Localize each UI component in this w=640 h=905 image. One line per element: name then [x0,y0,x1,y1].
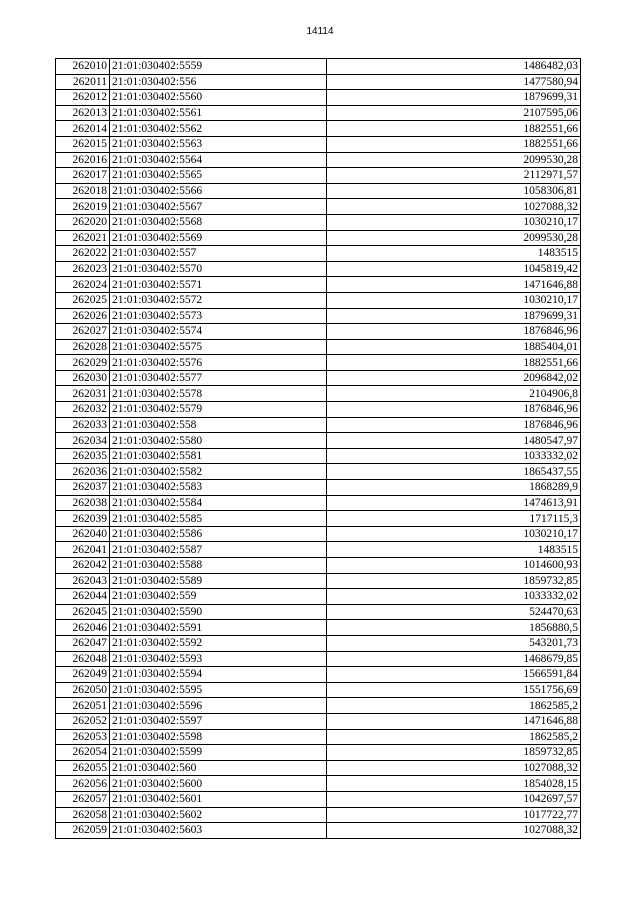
table-row [56,776,581,792]
cadastral-value: 1876846,96 [327,417,581,433]
cadastral-value: 1882551,66 [327,136,581,152]
row-number: 262034 [56,433,110,449]
row-number: 262040 [56,526,110,542]
cadastral-number: 21:01:030402:5584 [110,495,327,511]
cadastral-number: 21:01:030402:5560 [110,90,327,106]
table-row [56,558,581,574]
cadastral-value: 1862585,2 [327,698,581,714]
table-row [56,121,581,137]
cadastral-number: 21:01:030402:5600 [110,776,327,792]
cadastral-value: 1030210,17 [327,214,581,230]
table-row [56,277,581,293]
table-row [56,199,581,215]
cadastral-value: 1551756,69 [327,682,581,698]
cadastral-value: 1042697,57 [327,791,581,807]
row-number: 262038 [56,495,110,511]
table-row [56,604,581,620]
row-number: 262036 [56,464,110,480]
table-row [56,402,581,418]
cadastral-value: 1865437,55 [327,464,581,480]
row-number: 262048 [56,651,110,667]
row-number: 262012 [56,90,110,106]
cadastral-number: 21:01:030402:5579 [110,402,327,418]
cadastral-value: 1027088,32 [327,199,581,215]
row-number: 262010 [56,59,110,75]
cadastral-number: 21:01:030402:5582 [110,464,327,480]
cadastral-number: 21:01:030402:5580 [110,433,327,449]
cadastral-value: 1480547,97 [327,433,581,449]
cadastral-value: 1027088,32 [327,760,581,776]
table-row [56,495,581,511]
cadastral-value: 1027088,32 [327,823,581,839]
row-number: 262056 [56,776,110,792]
table-row [56,74,581,90]
row-number: 262015 [56,136,110,152]
cadastral-value: 2107595,06 [327,105,581,121]
row-number: 262027 [56,324,110,340]
cadastral-value: 2112971,57 [327,168,581,184]
table-row [56,526,581,542]
row-number: 262016 [56,152,110,168]
row-number: 262046 [56,620,110,636]
cadastral-number: 21:01:030402:5577 [110,370,327,386]
table-row [56,480,581,496]
cadastral-value: 1856880,5 [327,620,581,636]
table-row [56,433,581,449]
cadastral-value: 524470,63 [327,604,581,620]
table-row [56,105,581,121]
row-number: 262024 [56,277,110,293]
cadastral-number: 21:01:030402:5593 [110,651,327,667]
table-row [56,791,581,807]
row-number: 262033 [56,417,110,433]
row-number: 262020 [56,214,110,230]
cadastral-value: 1474613,91 [327,495,581,511]
row-number: 262047 [56,635,110,651]
cadastral-value: 1471646,88 [327,713,581,729]
cadastral-value: 1014600,93 [327,558,581,574]
table-row [56,246,581,262]
cadastral-number: 21:01:030402:5581 [110,448,327,464]
cadastral-number: 21:01:030402:5588 [110,558,327,574]
cadastral-number: 21:01:030402:5573 [110,308,327,324]
row-number: 262041 [56,542,110,558]
cadastral-value: 1879699,31 [327,308,581,324]
cadastral-value: 1483515 [327,246,581,262]
row-number: 262031 [56,386,110,402]
cadastral-number: 21:01:030402:5587 [110,542,327,558]
table-row [56,59,581,75]
row-number: 262017 [56,168,110,184]
table-row [56,464,581,480]
row-number: 262018 [56,183,110,199]
table-row [56,745,581,761]
table-row [56,713,581,729]
cadastral-number: 21:01:030402:5572 [110,292,327,308]
row-number: 262011 [56,74,110,90]
row-number: 262044 [56,589,110,605]
row-number: 262039 [56,511,110,527]
cadastral-number: 21:01:030402:5574 [110,324,327,340]
cadastral-number: 21:01:030402:5578 [110,386,327,402]
cadastral-value: 1468679,85 [327,651,581,667]
table-row [56,324,581,340]
table-row [56,261,581,277]
row-number: 262054 [56,745,110,761]
table-row [56,370,581,386]
cadastral-number: 21:01:030402:5601 [110,791,327,807]
cadastral-value: 1882551,66 [327,355,581,371]
cadastral-value: 1033332,02 [327,448,581,464]
cadastral-number: 21:01:030402:5603 [110,823,327,839]
table-row [56,573,581,589]
cadastral-value: 2096842,02 [327,370,581,386]
table-row [56,589,581,605]
page-number: 14114 [306,26,334,37]
table-row [56,292,581,308]
row-number: 262025 [56,292,110,308]
cadastral-value-table [55,58,581,839]
row-number: 262037 [56,480,110,496]
cadastral-number: 21:01:030402:5562 [110,121,327,137]
row-number: 262057 [56,791,110,807]
row-number: 262035 [56,448,110,464]
cadastral-value: 1862585,2 [327,729,581,745]
row-number: 262045 [56,604,110,620]
cadastral-value: 1882551,66 [327,121,581,137]
table-row [56,136,581,152]
cadastral-number: 21:01:030402:5568 [110,214,327,230]
table-row [56,417,581,433]
row-number: 262058 [56,807,110,823]
row-number: 262028 [56,339,110,355]
cadastral-number: 21:01:030402:5570 [110,261,327,277]
cadastral-value: 1566591,84 [327,667,581,683]
table-body [56,59,581,839]
row-number: 262042 [56,558,110,574]
cadastral-value: 1477580,94 [327,74,581,90]
row-number: 262023 [56,261,110,277]
cadastral-number: 21:01:030402:559 [110,589,327,605]
row-number: 262022 [56,246,110,262]
cadastral-number: 21:01:030402:5602 [110,807,327,823]
table-row [56,214,581,230]
table-row [56,511,581,527]
cadastral-number: 21:01:030402:5590 [110,604,327,620]
cadastral-value: 1045819,42 [327,261,581,277]
cadastral-number: 21:01:030402:5567 [110,199,327,215]
cadastral-number: 21:01:030402:5565 [110,168,327,184]
cadastral-number: 21:01:030402:560 [110,760,327,776]
cadastral-number: 21:01:030402:5598 [110,729,327,745]
table-row [56,729,581,745]
row-number: 262059 [56,823,110,839]
row-number: 262030 [56,370,110,386]
cadastral-value: 2099530,28 [327,230,581,246]
row-number: 262055 [56,760,110,776]
row-number: 262021 [56,230,110,246]
cadastral-number: 21:01:030402:5591 [110,620,327,636]
cadastral-number: 21:01:030402:5585 [110,511,327,527]
row-number: 262051 [56,698,110,714]
cadastral-number: 21:01:030402:557 [110,246,327,262]
cadastral-number: 21:01:030402:5586 [110,526,327,542]
row-number: 262052 [56,713,110,729]
cadastral-number: 21:01:030402:5561 [110,105,327,121]
cadastral-number: 21:01:030402:5569 [110,230,327,246]
row-number: 262013 [56,105,110,121]
cadastral-number: 21:01:030402:5563 [110,136,327,152]
table-row [56,651,581,667]
cadastral-value: 1876846,96 [327,324,581,340]
table-row [56,698,581,714]
cadastral-number: 21:01:030402:5594 [110,667,327,683]
cadastral-value: 1030210,17 [327,526,581,542]
cadastral-number: 21:01:030402:5592 [110,635,327,651]
cadastral-number: 21:01:030402:5566 [110,183,327,199]
table-row [56,168,581,184]
cadastral-value: 1854028,15 [327,776,581,792]
cadastral-number: 21:01:030402:5571 [110,277,327,293]
row-number: 262050 [56,682,110,698]
cadastral-number: 21:01:030402:5564 [110,152,327,168]
table-row [56,90,581,106]
cadastral-value: 1717115,3 [327,511,581,527]
row-number: 262014 [56,121,110,137]
cadastral-number: 21:01:030402:5575 [110,339,327,355]
cadastral-value: 1486482,03 [327,59,581,75]
cadastral-value: 1885404,01 [327,339,581,355]
cadastral-number: 21:01:030402:5559 [110,59,327,75]
row-number: 262029 [56,355,110,371]
table-row [56,823,581,839]
cadastral-value: 1033332,02 [327,589,581,605]
cadastral-number: 21:01:030402:5595 [110,682,327,698]
cadastral-value: 1868289,9 [327,480,581,496]
table-row [56,620,581,636]
cadastral-number: 21:01:030402:5583 [110,480,327,496]
table-row [56,448,581,464]
cadastral-value: 1483515 [327,542,581,558]
cadastral-number: 21:01:030402:556 [110,74,327,90]
cadastral-value: 1017722,77 [327,807,581,823]
row-number: 262026 [56,308,110,324]
cadastral-value: 1859732,85 [327,745,581,761]
cadastral-value: 1879699,31 [327,90,581,106]
table-row [56,682,581,698]
table-row [56,667,581,683]
table-row [56,635,581,651]
cadastral-value: 2104906,8 [327,386,581,402]
cadastral-value: 1058306,81 [327,183,581,199]
cadastral-number: 21:01:030402:5599 [110,745,327,761]
cadastral-value: 1030210,17 [327,292,581,308]
table-row [56,183,581,199]
table-row [56,308,581,324]
table-row [56,152,581,168]
table-row [56,386,581,402]
cadastral-number: 21:01:030402:5576 [110,355,327,371]
table-row [56,542,581,558]
table-row [56,339,581,355]
cadastral-value: 543201,73 [327,635,581,651]
table-row [56,355,581,371]
row-number: 262032 [56,402,110,418]
cadastral-number: 21:01:030402:5596 [110,698,327,714]
cadastral-value: 1876846,96 [327,402,581,418]
cadastral-number: 21:01:030402:5589 [110,573,327,589]
cadastral-value: 1471646,88 [327,277,581,293]
row-number: 262019 [56,199,110,215]
cadastral-value: 2099530,28 [327,152,581,168]
cadastral-number: 21:01:030402:558 [110,417,327,433]
row-number: 262049 [56,667,110,683]
row-number: 262053 [56,729,110,745]
cadastral-value: 1859732,85 [327,573,581,589]
table-row [56,230,581,246]
row-number: 262043 [56,573,110,589]
cadastral-number: 21:01:030402:5597 [110,713,327,729]
table-row [56,807,581,823]
table-row [56,760,581,776]
